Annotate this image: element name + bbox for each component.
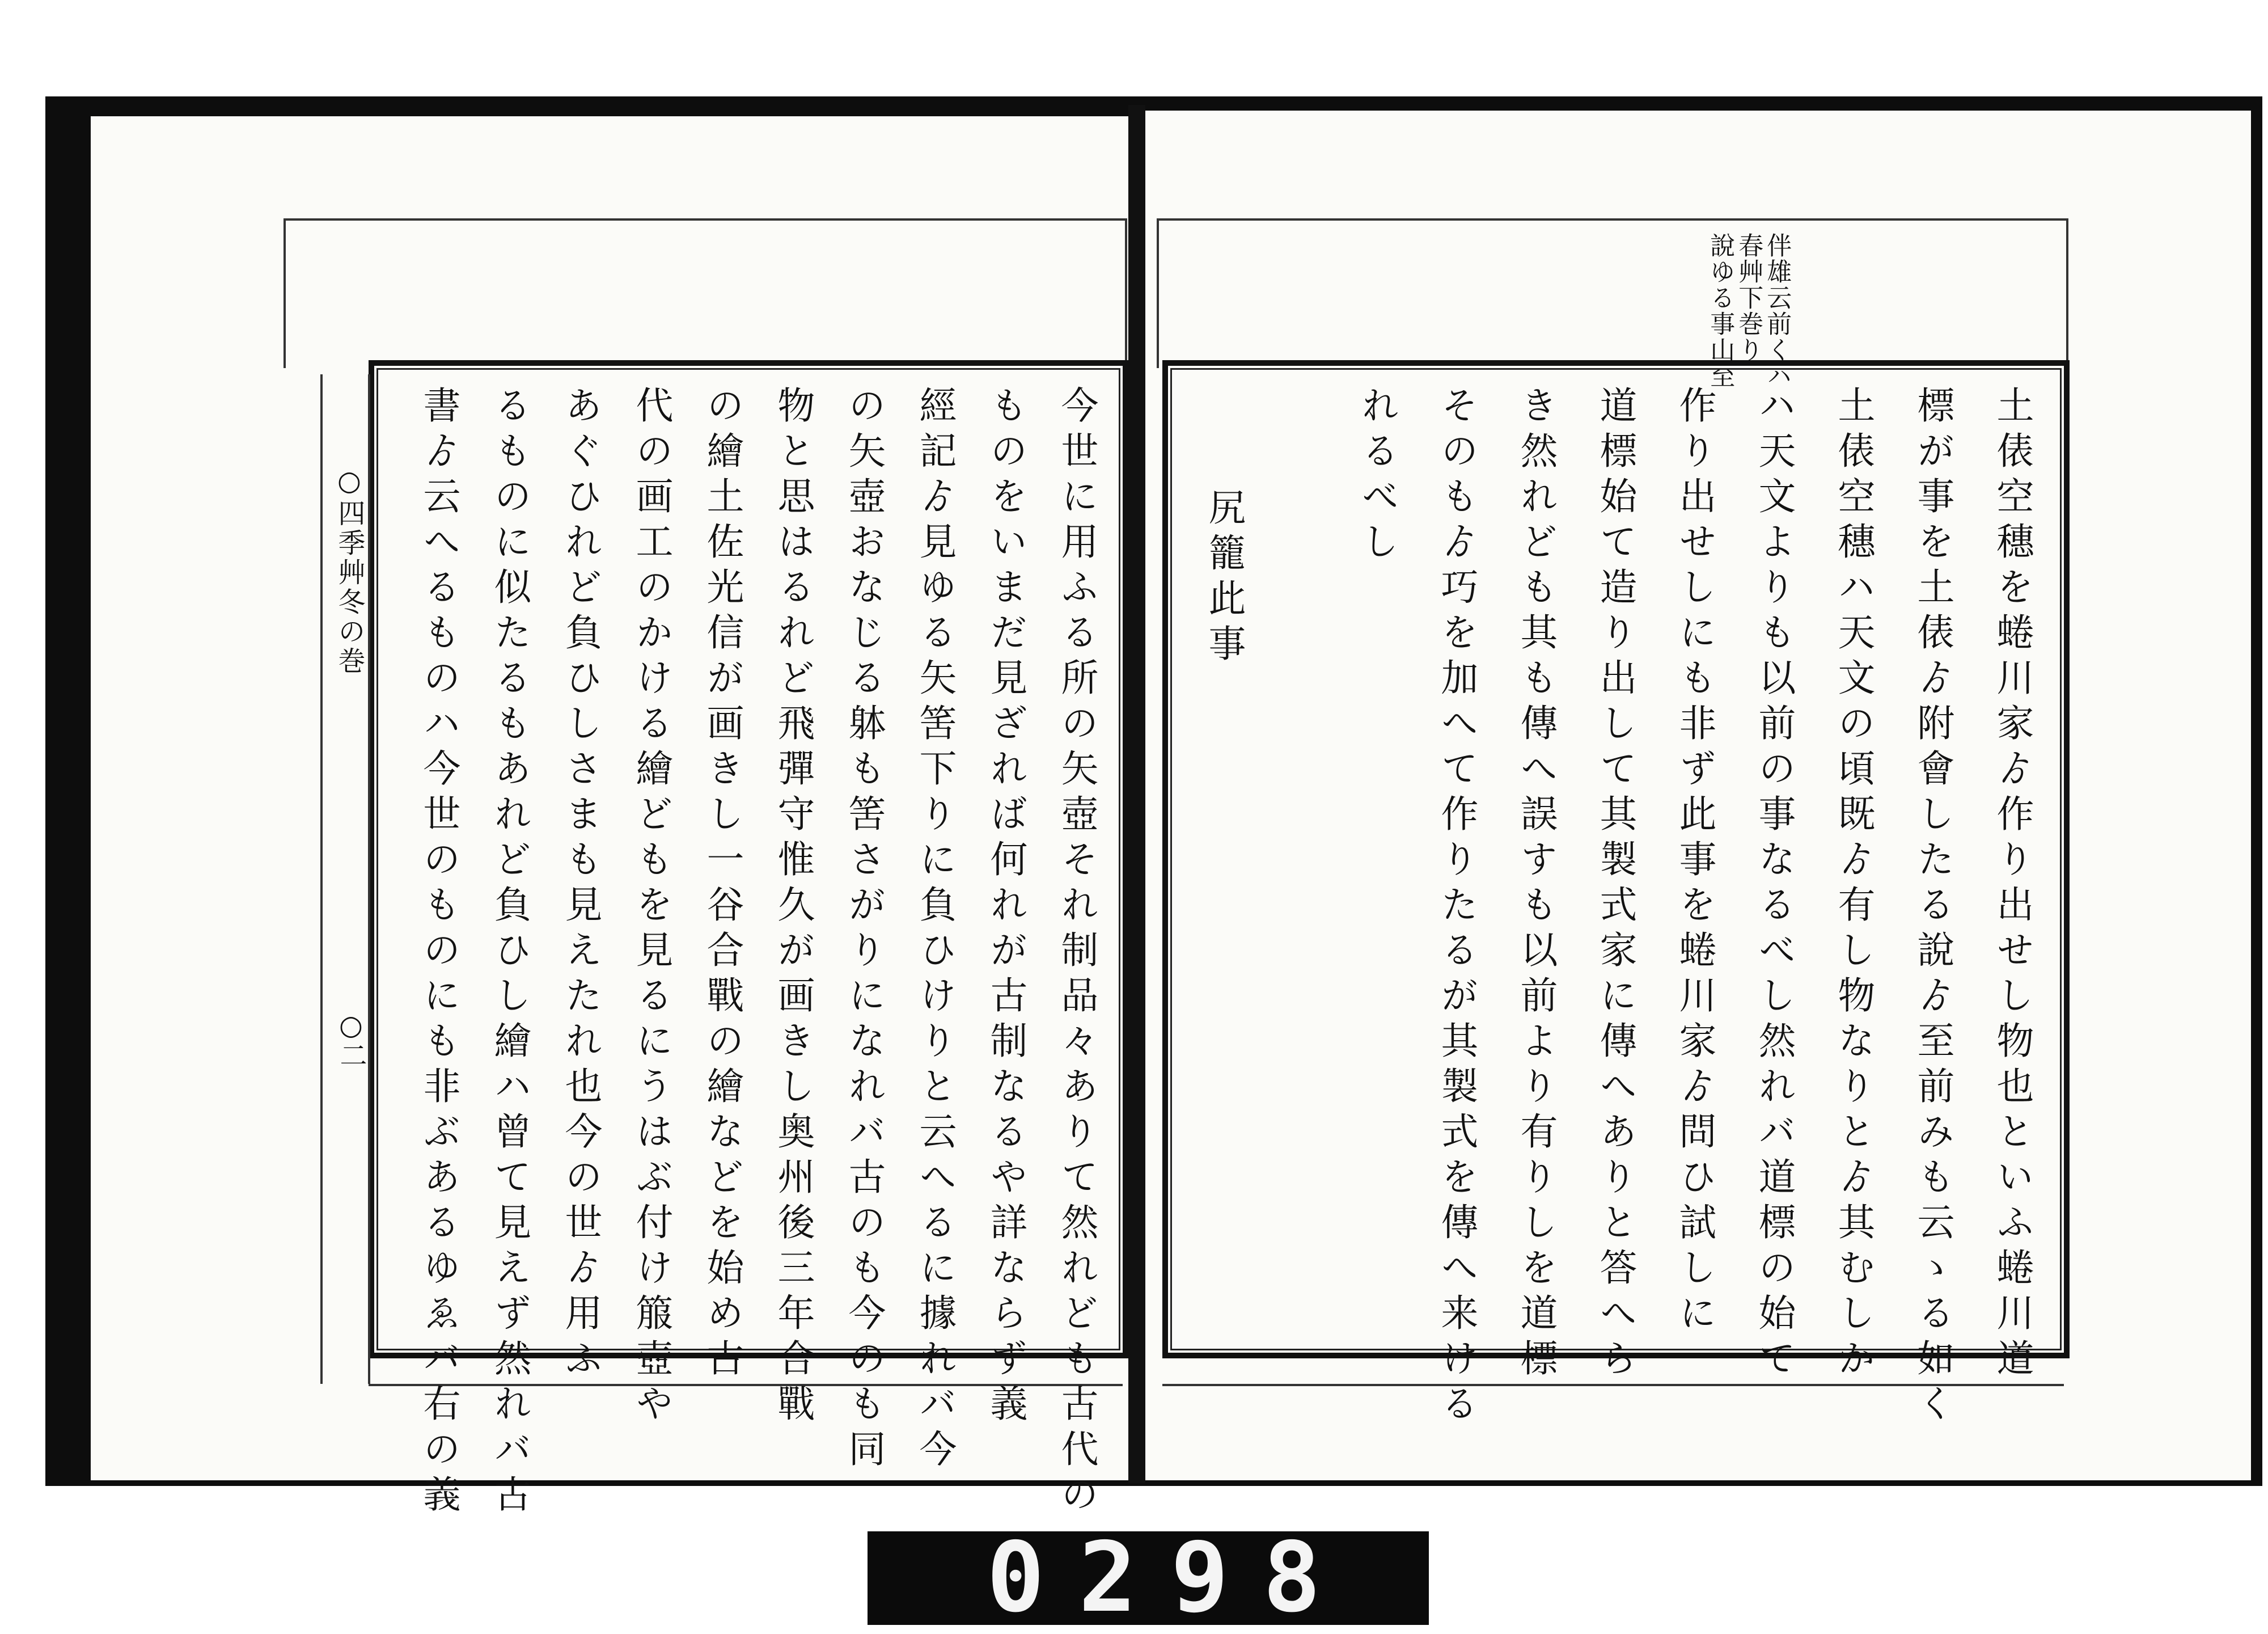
text-column: 道標始て造り出して其製式家に傳へありと答へら <box>1593 386 1637 1384</box>
text-column: ものをいまだ見ざれば何れが古制なるや詳ならず義 <box>984 386 1027 1429</box>
section-heading: 尻籠此事 <box>1202 488 1246 669</box>
book-gutter <box>1128 105 1145 1483</box>
page-number: ○二 <box>335 1010 367 1069</box>
text-column: き然れども其も傳へ誤すも以前より有りしを道標 <box>1514 386 1558 1384</box>
head-note-line: 說ゆる事山至 <box>1706 233 1735 389</box>
text-column: れるべし <box>1355 386 1399 567</box>
text-column: 書ゟ云へるものハ今世のものにも非ぶあるゆゑバ右の義 <box>417 386 460 1520</box>
text-column: 標が事を土俵ゟ附會したる說ゟ至前みも云ゝる如く <box>1911 386 1954 1429</box>
book-title: ○四季艸冬の巻 <box>333 465 365 676</box>
text-column: ハ天文よりも以前の事なるべし然れバ道標の始て <box>1752 386 1796 1384</box>
text-column: 土俵空穗ハ天文の頃既ゟ有し物なりとゟ其むしか <box>1831 386 1875 1384</box>
text-column: るものに似たるもあれど負ひし繪ハ曾て見えず然れバ古 <box>488 386 531 1520</box>
head-note-line: 春艸下巻り <box>1734 233 1763 363</box>
text-column: 物と思はるれど飛彈守惟久が画きし奥州後三年合戰 <box>771 386 815 1429</box>
text-column: あぐひれど負ひしさまも見えたれ也今の世ゟ用ふ <box>558 386 602 1384</box>
text-column: 經記ゟ見ゆる矢筈下りに負ひけりと云へるに據れバ今 <box>913 386 957 1475</box>
text-column: そのもゟ巧を加へて作りたるが其製式を傳へ来ける <box>1435 386 1478 1429</box>
text-column: の繪土佐光信が画きし一谷合戰の繪などを始め古 <box>700 386 744 1384</box>
head-note-line: 伴雄云前くハ <box>1762 233 1792 389</box>
text-column: 作り出せしにも非ず此事を蜷川家ゟ問ひ試しに <box>1673 386 1716 1339</box>
text-column: の矢壺おなじる躰も筈さがりになれバ古のも今のも同 <box>842 386 886 1475</box>
text-column: 今世に用ふる所の矢壺それ制品々ありて然れども古代の <box>1055 386 1098 1520</box>
archive-stamp-number: 0298 <box>987 1522 1355 1634</box>
right-head-margin <box>1157 218 2068 368</box>
text-column: 土俵空穗を蜷川家ゟ作り出せし物也といふ蜷川道 <box>1990 386 2034 1384</box>
left-head-margin <box>284 218 1127 368</box>
text-column: 代の画工のかける繪どもを見るにうはぶ付け箙壺や <box>629 386 673 1429</box>
